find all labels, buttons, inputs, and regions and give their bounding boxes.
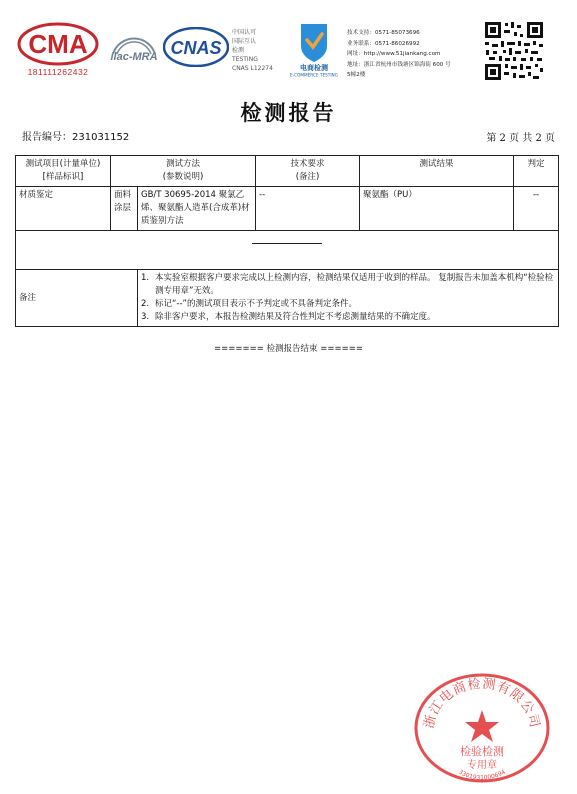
stamp-inner-line2: 专用章 (467, 760, 497, 771)
ec-logo-label: 电商检测 (300, 64, 328, 72)
website-line: 网址：http://www.51jiankang.com (347, 51, 441, 57)
cnas-text-line: 中国认可 (232, 29, 257, 36)
cma-number: 181111262432 (27, 67, 89, 77)
header-requirement-label: 技术要求 (290, 159, 325, 169)
results-table (15, 155, 559, 327)
page-info: 第 2 页 共 2 页 (486, 133, 555, 144)
ilac-mra-logo (107, 24, 161, 76)
stamp-inner-line1: 检验检测 (460, 745, 504, 758)
ilac-mra-text: ilac-MRA (110, 51, 158, 63)
cell-method: GB/T 30695-2014 聚氯乙烯、聚氨酯人造革(合成革)材质鉴别方法 (138, 187, 256, 231)
contact-info (347, 28, 477, 81)
cnas-logo-text: CNAS (170, 38, 222, 58)
note-item (141, 311, 555, 324)
cell-judgement: -- (514, 187, 559, 231)
header-remark-label: (备注) (295, 172, 320, 182)
cnas-accreditation-text (232, 28, 286, 73)
report-end-marker: ======= 检测报告结束 ====== (214, 344, 363, 354)
address-line-2: 5幢2楼 (347, 72, 366, 78)
note-number: 1. (141, 273, 150, 283)
table-row (16, 187, 559, 231)
note-text: 本实验室根据客户要求完成以上检测内容，检测结果仅适用于收到的样品。 复制报告未加盖本机构“检验检测专用章”无效。 (155, 273, 554, 296)
cell-test-item: 材质鉴定 (16, 187, 111, 231)
address-line: 地址：浙江省杭州市钱塘区锦海街 600 号 (347, 61, 451, 68)
ec-logo-sub: E-COMMERCE TESTING (290, 72, 338, 78)
header-result: 测试结果 (360, 156, 514, 187)
cma-logo-text: CMA (28, 29, 88, 59)
cell-part: 面料涂层 (111, 187, 138, 231)
note-number: 2. (141, 299, 150, 309)
header-test-item (16, 156, 111, 187)
stamp-arc-text: 浙江电商检测有限公司 (421, 676, 543, 731)
header-param-label: (参数说明) (162, 172, 204, 182)
note-item (141, 298, 555, 311)
company-seal-stamp (413, 672, 551, 784)
cnas-text-line: 检测 (232, 47, 245, 54)
header-sample-id-label: [样品标识] (42, 172, 84, 182)
ecommerce-testing-logo (285, 20, 343, 78)
qr-code-icon (483, 20, 545, 82)
business-contact-line: 业务联系：0571-86026992 (347, 40, 420, 47)
notes-cell (138, 270, 559, 327)
cnas-logo (163, 27, 229, 67)
notes-row (16, 270, 559, 327)
star-icon (465, 710, 499, 742)
note-number: 3. (141, 312, 150, 322)
note-text: 标记“--”的测试项目表示不予判定或不具备判定条件。 (155, 299, 357, 309)
cell-result: 聚氨酯（PU） (360, 187, 514, 231)
notes-label: 备注 (16, 270, 138, 327)
report-number: 报告编号：231031152 (22, 132, 130, 143)
note-text: 除非客户要求，本报告检测结果及符合性判定不考虑测量结果的不确定度。 (155, 312, 436, 322)
stamp-number: 3301931000694 (457, 768, 507, 782)
header-requirement (256, 156, 360, 187)
cnas-text-line: 国际互认 (232, 38, 257, 45)
report-title: 检测报告 (240, 100, 337, 125)
header-test-item-label: 测试项目(计量单位) (25, 159, 101, 169)
cnas-text-line: TESTING (232, 56, 258, 63)
header-test-method (111, 156, 256, 187)
header-judgement: 判定 (514, 156, 559, 187)
tech-support-line: 技术支持：0571-85073696 (347, 30, 420, 36)
separator-line (252, 243, 322, 244)
cell-requirement: -- (256, 187, 360, 231)
blank-cell (16, 231, 559, 270)
cnas-text-line: CNAS L12274 (232, 65, 273, 72)
table-header-row (16, 156, 559, 187)
table-blank-row (16, 231, 559, 270)
header-test-method-label: 测试方法 (166, 159, 201, 169)
note-item (141, 272, 555, 298)
